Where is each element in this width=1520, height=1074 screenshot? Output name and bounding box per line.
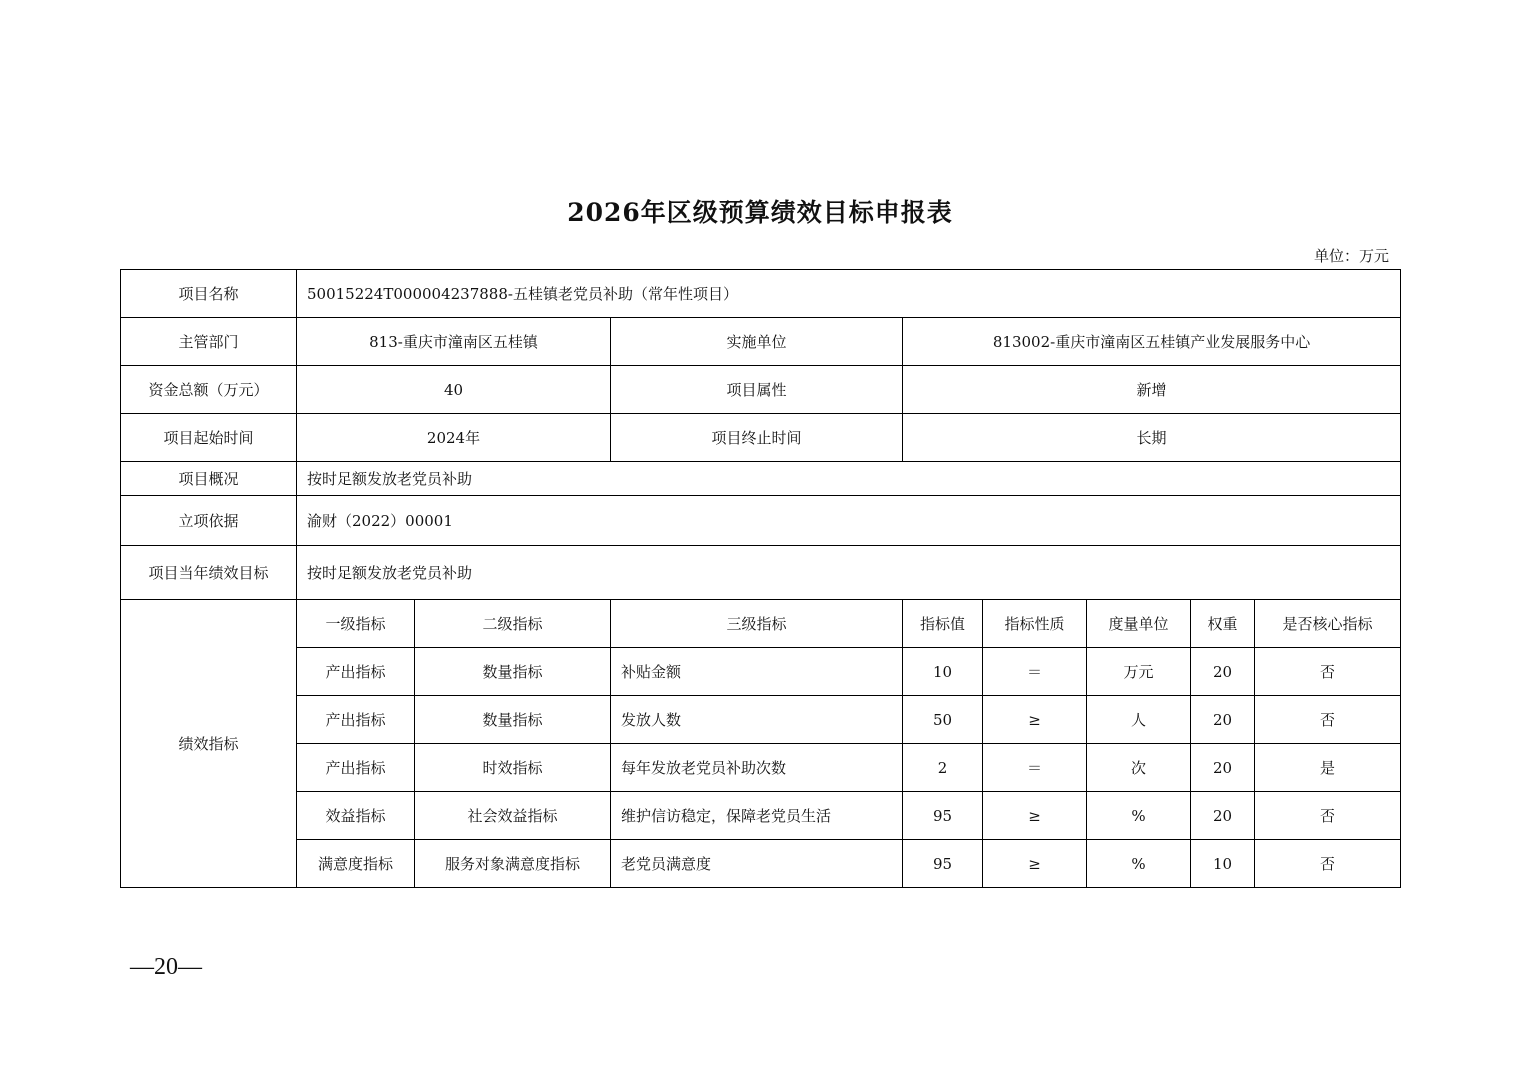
page-title: 2026年区级预算绩效目标申报表 — [567, 198, 953, 227]
core-cell: 否 — [1255, 840, 1401, 888]
impl-label: 实施单位 — [611, 318, 903, 366]
row-project-name — [121, 270, 1401, 318]
nature-cell: ＝ — [983, 648, 1087, 696]
row-fund — [121, 366, 1401, 414]
indicator-row — [121, 648, 1401, 696]
unit-cell: % — [1087, 792, 1191, 840]
level2-cell: 社会效益指标 — [415, 792, 611, 840]
value-cell: 50 — [903, 696, 983, 744]
header-cell: 三级指标 — [611, 600, 903, 648]
row-goal — [121, 546, 1401, 600]
overview-label: 项目概况 — [121, 462, 297, 496]
indicator-section-label: 绩效指标 — [121, 600, 297, 888]
value-cell: 95 — [903, 792, 983, 840]
unit-note: 单位：万元 — [1313, 247, 1389, 265]
attr-value: 新增 — [903, 366, 1401, 414]
level1-cell: 效益指标 — [297, 792, 415, 840]
row-time — [121, 414, 1401, 462]
goal-value: 按时足额发放老党员补助 — [297, 546, 1401, 600]
page-number: —20— — [130, 954, 202, 980]
header-cell: 指标性质 — [983, 600, 1087, 648]
nature-cell: ＝ — [983, 744, 1087, 792]
level1-cell: 产出指标 — [297, 696, 415, 744]
core-cell: 否 — [1255, 696, 1401, 744]
level3-cell: 补贴金额 — [611, 648, 903, 696]
budget-performance-table — [120, 269, 1401, 888]
weight-cell: 20 — [1191, 792, 1255, 840]
core-cell: 是 — [1255, 744, 1401, 792]
unit-cell: % — [1087, 840, 1191, 888]
value-cell: 10 — [903, 648, 983, 696]
nature-cell: ≥ — [983, 840, 1087, 888]
core-cell: 否 — [1255, 648, 1401, 696]
end-label: 项目终止时间 — [611, 414, 903, 462]
weight-cell: 10 — [1191, 840, 1255, 888]
start-value: 2024年 — [297, 414, 611, 462]
start-label: 项目起始时间 — [121, 414, 297, 462]
level2-cell: 数量指标 — [415, 696, 611, 744]
impl-value: 813002-重庆市潼南区五桂镇产业发展服务中心 — [903, 318, 1401, 366]
row-basis — [121, 496, 1401, 546]
header-cell: 是否核心指标 — [1255, 600, 1401, 648]
level1-cell: 产出指标 — [297, 744, 415, 792]
attr-label: 项目属性 — [611, 366, 903, 414]
level2-cell: 数量指标 — [415, 648, 611, 696]
level1-cell: 满意度指标 — [297, 840, 415, 888]
level3-cell: 每年发放老党员补助次数 — [611, 744, 903, 792]
indicator-header-row — [121, 600, 1401, 648]
header-cell: 一级指标 — [297, 600, 415, 648]
header-cell: 指标值 — [903, 600, 983, 648]
fund-value: 40 — [297, 366, 611, 414]
unit-cell: 人 — [1087, 696, 1191, 744]
level3-cell: 老党员满意度 — [611, 840, 903, 888]
header-cell: 二级指标 — [415, 600, 611, 648]
level3-cell: 维护信访稳定，保障老党员生活 — [611, 792, 903, 840]
goal-label: 项目当年绩效目标 — [121, 546, 297, 600]
indicator-row — [121, 792, 1401, 840]
end-value: 长期 — [903, 414, 1401, 462]
value-cell: 95 — [903, 840, 983, 888]
level2-cell: 服务对象满意度指标 — [415, 840, 611, 888]
basis-value: 渝财（2022）00001 — [297, 496, 1401, 546]
nature-cell: ≥ — [983, 792, 1087, 840]
overview-value: 按时足额发放老党员补助 — [297, 462, 1401, 496]
weight-cell: 20 — [1191, 696, 1255, 744]
level3-cell: 发放人数 — [611, 696, 903, 744]
project-name-value: 50015224T000004237888-五桂镇老党员补助（常年性项目） — [297, 270, 1401, 318]
dept-value: 813-重庆市潼南区五桂镇 — [297, 318, 611, 366]
indicator-row — [121, 744, 1401, 792]
unit-cell: 万元 — [1087, 648, 1191, 696]
nature-cell: ≥ — [983, 696, 1087, 744]
value-cell: 2 — [903, 744, 983, 792]
fund-label: 资金总额（万元） — [121, 366, 297, 414]
weight-cell: 20 — [1191, 744, 1255, 792]
project-name-label: 项目名称 — [121, 270, 297, 318]
row-overview — [121, 462, 1401, 496]
header-cell: 权重 — [1191, 600, 1255, 648]
header-cell: 度量单位 — [1087, 600, 1191, 648]
dept-label: 主管部门 — [121, 318, 297, 366]
level2-cell: 时效指标 — [415, 744, 611, 792]
basis-label: 立项依据 — [121, 496, 297, 546]
core-cell: 否 — [1255, 792, 1401, 840]
weight-cell: 20 — [1191, 648, 1255, 696]
indicator-row — [121, 696, 1401, 744]
level1-cell: 产出指标 — [297, 648, 415, 696]
indicator-row — [121, 840, 1401, 888]
unit-cell: 次 — [1087, 744, 1191, 792]
row-department — [121, 318, 1401, 366]
